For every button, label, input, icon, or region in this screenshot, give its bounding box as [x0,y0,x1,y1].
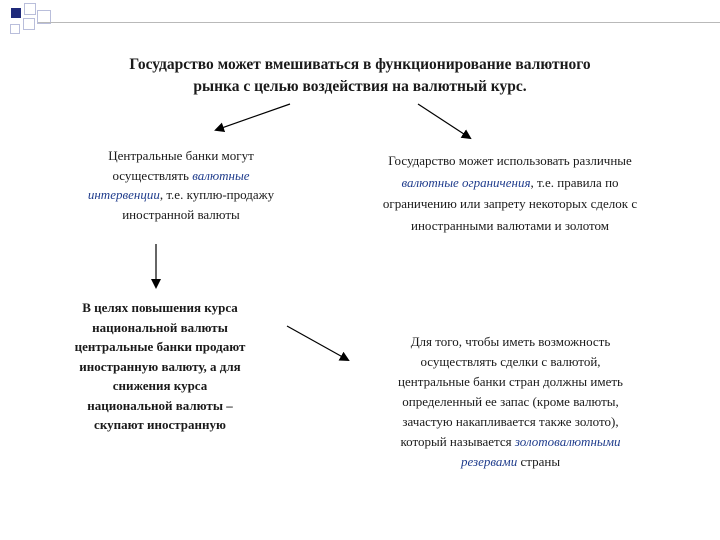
box-rt-line-2-text: , т.е. правила по [530,174,619,190]
box-lb-line-4: иностранную валюту, а для [79,358,241,374]
box-lt-line-3 [55,185,307,205]
box-rb-line-7-text: страны [517,454,561,469]
box-rt-line-2-emphasis: валютные ограничения [401,174,531,190]
box-currency-interventions [55,146,307,224]
box-rb-line-2: осуществлять сделки с валютой, [420,354,601,369]
box-rt-line-2 [335,172,685,194]
box-lb-line-2: национальной валюты [92,319,228,335]
box-lt-line-2-text: осуществлять [112,167,193,183]
box-lb-line-1: В целях повышения курса [82,300,238,315]
box-lt-line-2 [55,166,307,186]
box-rb-line-7-emphasis: резервами [460,454,518,469]
box-lb-line-6: национальной валюты – [87,397,233,413]
box-rb-line-6-text: который называется [400,434,515,449]
box-lb-line-5: снижения курса [112,378,208,393]
title-line-2: рынка с целью воздействия на валютный курс. [193,78,527,95]
box-rb-line-6 [338,432,683,452]
box-rb-line-4: определенный ее запас (кроме валюты, [402,394,619,409]
box-rb-line-5: зачастую накапливается также золото), [402,414,619,429]
box-rb-line-6-emphasis: золотовалютными [514,434,621,449]
arrow-title-to-right [418,104,470,138]
box-rt-line-4: иностранными валютами и золотом [410,217,610,233]
box-lt-line-2-emphasis: валютные [192,167,250,183]
box-rb-line-3: центральные банки стран должны иметь [398,374,623,389]
box-lt-line-4: иностранной валюты [122,206,240,222]
box-lb-line-3: центральные банки продают [74,339,246,354]
box-lt-line-3-emphasis: интервенции [87,187,160,202]
box-gold-currency-reserves [338,332,683,472]
box-currency-restrictions [335,150,685,236]
box-central-bank-actions [35,298,285,435]
box-lt-line-1: Центральные банки могут [108,148,254,163]
box-rb-line-7 [338,452,683,472]
box-lt-line-3-text: , т.е. куплю-продажу [159,187,275,202]
box-lb-line-7: скупают иностранную [94,417,226,432]
arrow-title-to-left [216,104,290,130]
box-rt-line-3: ограничению или запрету некоторых сделок с [382,196,638,211]
box-rb-line-1: Для того, чтобы иметь возможность [410,334,611,349]
title-line-1: Государство может вмешиваться в функционирование валютного [129,56,591,73]
box-rt-line-1: Государство может использовать различные [388,153,632,168]
